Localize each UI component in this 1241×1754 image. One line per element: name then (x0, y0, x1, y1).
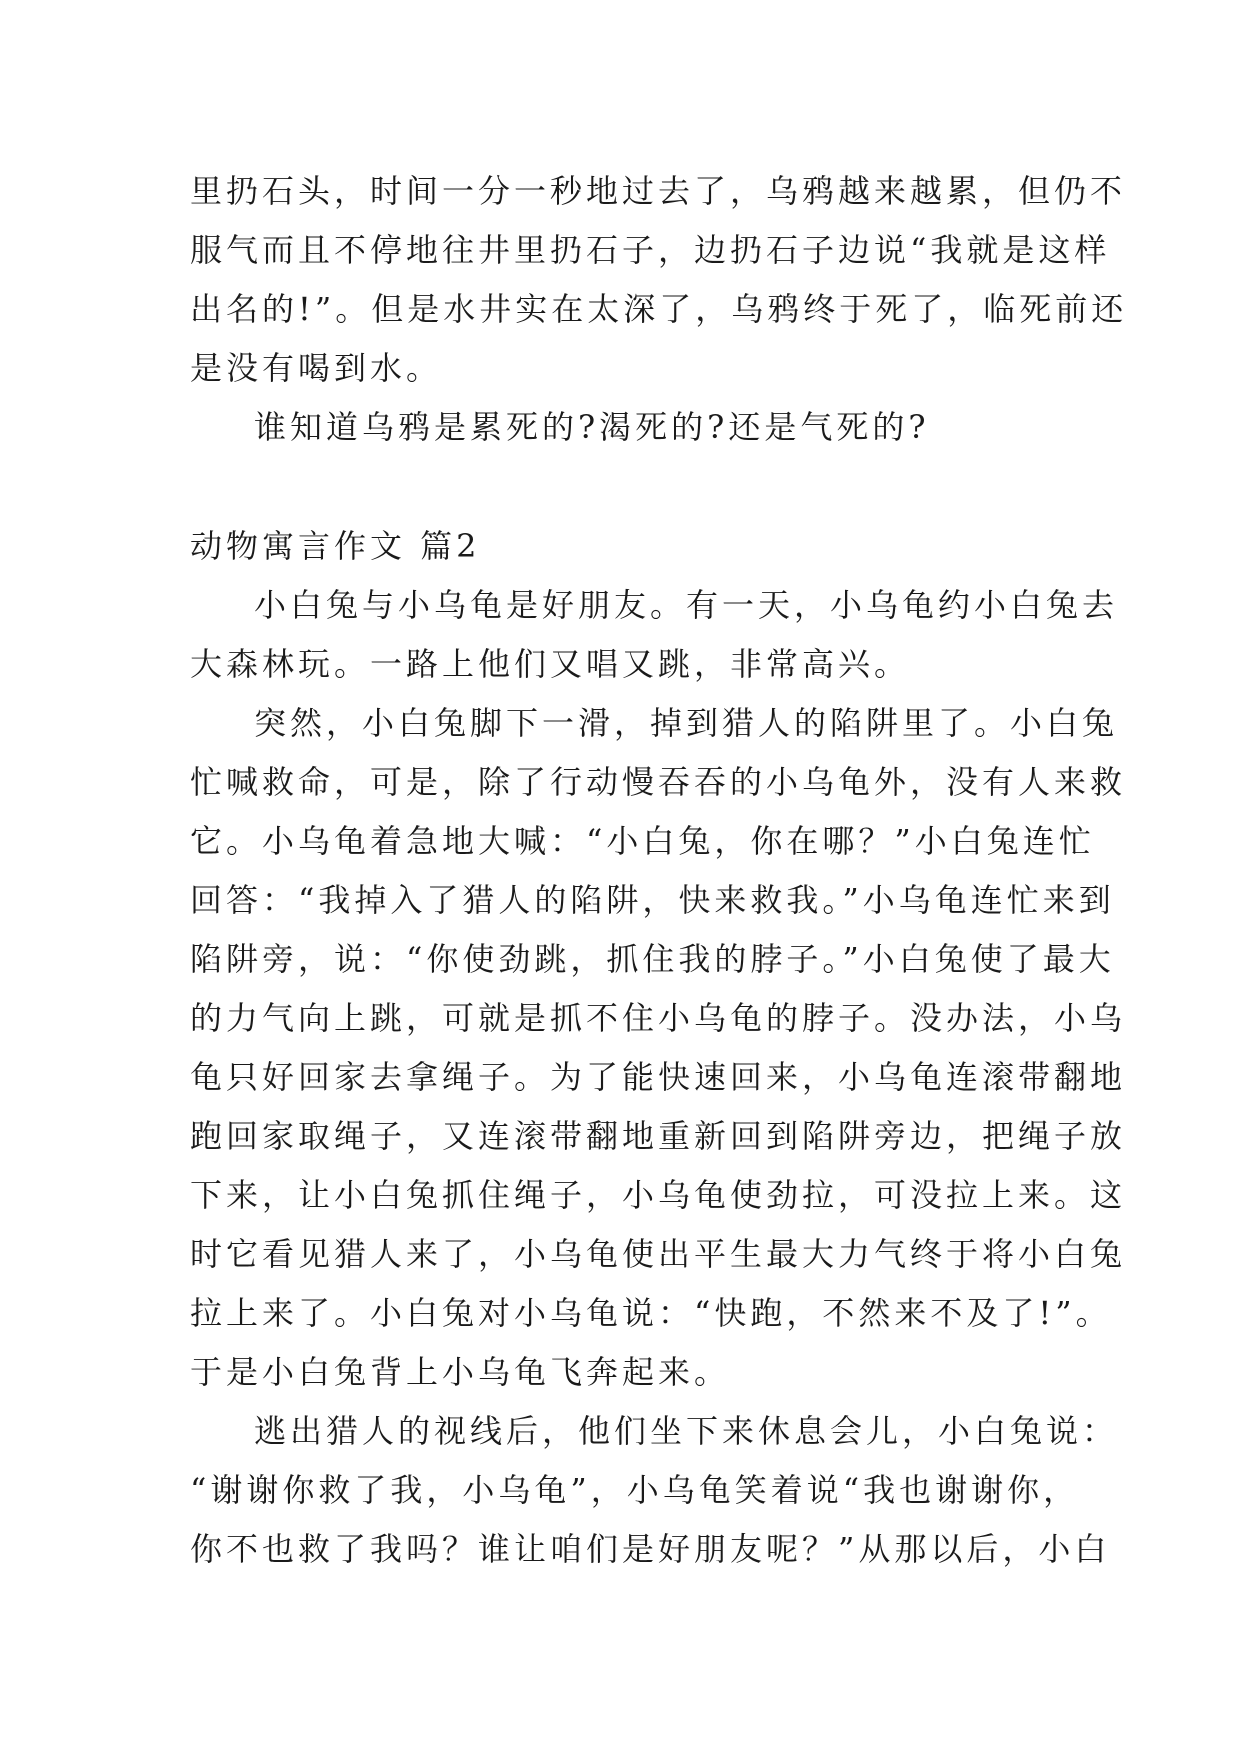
paragraph (190, 162, 1128, 398)
text-line: 下来，让小白兔抓住绳子，小乌龟使劲拉，可没拉上来。这 (190, 1176, 1127, 1214)
paragraph (190, 1402, 1119, 1579)
text-line: 大森林玩。一路上他们又唱又跳，非常高兴。 (190, 645, 911, 683)
text-line: 跑回家取绳子，又连滚带翻地重新回到陷阱旁边，把绳子放 (190, 1117, 1127, 1155)
paragraph (190, 398, 1054, 457)
text-line: 它。小乌龟着急地大喊：“小白兔，你在哪？”小白兔连忙 (190, 822, 1095, 860)
text-line: 出名的!”。但是水井实在太深了，乌鸦终于死了，临死前还 (190, 290, 1128, 328)
text-line: 忙喊救命，可是，除了行动慢吞吞的小乌龟外，没有人来救 (190, 763, 1127, 801)
text-line: 是没有喝到水。 (190, 349, 443, 387)
text-line: 的力气向上跳，可就是抓不住小乌龟的脖子。没办法，小乌 (190, 999, 1127, 1037)
text-line: 逃出猎人的视线后，他们坐下来休息会儿，小白兔说： (254, 1412, 1119, 1450)
document-body (190, 162, 1128, 1579)
text-line: 服气而且不停地往井里扔石子，边扔石子边说“我就是这样 (190, 231, 1111, 269)
text-line: 陷阱旁，说：“你使劲跳，抓住我的脖子。”小白兔使了最大 (190, 940, 1115, 978)
section-gap (190, 457, 1054, 517)
text-line: “谢谢你救了我，小乌龟”，小乌龟笑着说“我也谢谢你， (190, 1471, 1080, 1509)
text-line: 小白兔与小乌龟是好朋友。有一天，小乌龟约小白兔去 (254, 586, 1119, 624)
text-line: 里扔石头，时间一分一秒地过去了，乌鸦越来越累，但仍不 (190, 172, 1127, 210)
text-line: 谁知道乌鸦是累死的?渴死的?还是气死的? (254, 408, 930, 446)
section-heading: 动物寓言作文 篇2 (190, 527, 481, 565)
text-line: 你不也救了我吗？谁让咱们是好朋友呢？”从那以后，小白 (190, 1530, 1111, 1568)
paragraph (190, 576, 1119, 694)
text-line: 拉上来了。小白兔对小乌龟说：“快跑，不然来不及了!”。 (190, 1294, 1112, 1332)
paragraph (190, 694, 1127, 1402)
text-line: 突然，小白兔脚下一滑，掉到猎人的陷阱里了。小白兔 (254, 704, 1119, 742)
text-line: 回答：“我掉入了猎人的陷阱，快来救我。”小乌龟连忙来到 (190, 881, 1115, 919)
text-line: 时它看见猎人来了，小乌龟使出平生最大力气终于将小白兔 (190, 1235, 1127, 1273)
text-line: 于是小白兔背上小乌龟飞奔起来。 (190, 1353, 731, 1391)
text-line: 龟只好回家去拿绳子。为了能快速回来，小乌龟连滚带翻地 (190, 1058, 1127, 1096)
